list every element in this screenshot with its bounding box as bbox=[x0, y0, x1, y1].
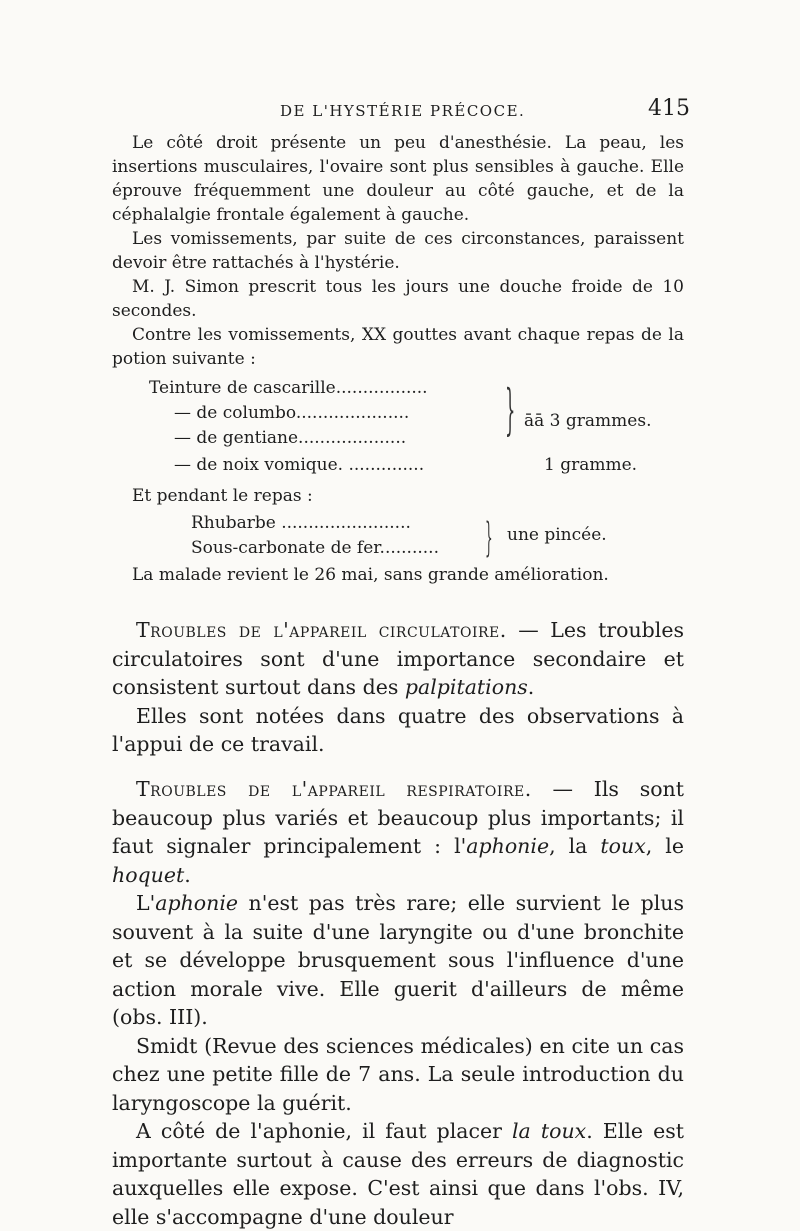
rx-item: — de noix vomique. .............. bbox=[174, 455, 425, 475]
paragraph: Elles sont notées dans quatre des observations à l'appui de ce travail. bbox=[112, 703, 684, 756]
paragraph: Troubles de l'appareil respiratoire. — Ils sont beaucoup plus variés et beaucoup plus importants; il faut signaler principalement : l'aphonie, la toux, le hoquet. bbox=[112, 777, 684, 887]
rx-intro: Et pendant le repas : bbox=[132, 486, 313, 506]
paragraph: Troubles de l'appareil circulatoire. — Les troubles circulatoires sont d'une importance secondaire et consistent surtout dans des palpitations. bbox=[112, 618, 684, 699]
paragraph: M. J. Simon prescrit tous les jours une douche froide de 10 secondes. bbox=[112, 277, 684, 321]
rx-item: — de columbo..................... bbox=[174, 403, 410, 423]
running-header bbox=[110, 96, 690, 126]
paragraph: Les vomissements, par suite de ces circonstances, paraissent devoir être rattachés à l'hystérie. bbox=[112, 229, 684, 273]
paragraph: A côté de l'aphonie, il faut placer la toux. Elle est importante surtout à cause des erreurs de diagnostic auxquelles elle expose. C'est ainsi que dans l'obs. IV, elle s'accompagne d'une douleur bbox=[112, 1119, 684, 1229]
section-respiratory bbox=[112, 775, 684, 1231]
section-heading: Troubles de l'appareil respiratoire. bbox=[136, 777, 532, 801]
page-number: 415 bbox=[648, 96, 690, 121]
paragraph: La malade revient le 26 mai, sans grande amélioration. bbox=[132, 565, 609, 585]
paragraph: Le côté droit présente un peu d'anesthésie. La peau, les insertions musculaires, l'ovaire sont plus sensibles à gauche. Elle éprouve fréquemment une douleur au côté gauche, et de la céphalalgie frontale également à gauche. bbox=[112, 133, 684, 225]
prescription bbox=[112, 378, 684, 588]
rx-dose: une pincée. bbox=[507, 525, 607, 545]
paragraph: Smidt (Revue des sciences médicales) en cite un cas chez une petite fille de 7 ans. La seule introduction du laryngoscope la guérit. bbox=[112, 1033, 684, 1115]
running-title: DE L'HYSTÉRIE PRÉCOCE. bbox=[280, 102, 526, 120]
rx-dose: 1 gramme. bbox=[544, 455, 638, 475]
paragraph: L'aphonie n'est pas très rare; elle survient le plus souvent à la suite d'une laryngite ou d'une bronchite et se développe brusquement sous l'influence d'une action morale vive. Elle guerit d'ailleurs de même (obs. III). bbox=[112, 891, 684, 1029]
rx-item: Rhubarbe ........................ bbox=[191, 513, 411, 533]
brace: } bbox=[505, 378, 516, 441]
paragraph: Contre les vomissements, XX gouttes avant chaque repas de la potion suivante : bbox=[112, 325, 684, 369]
rx-item: Sous-carbonate de fer........... bbox=[191, 538, 439, 558]
rx-item: Teinture de cascarille................. bbox=[149, 378, 428, 398]
rx-dose: āā 3 grammes. bbox=[524, 411, 652, 431]
section-heading: Troubles de l'appareil circulatoire. bbox=[136, 618, 507, 642]
brace: } bbox=[485, 515, 493, 561]
rx-item: — de gentiane.................... bbox=[174, 428, 407, 448]
section-circulatory bbox=[112, 616, 684, 759]
case-notes bbox=[112, 131, 684, 371]
